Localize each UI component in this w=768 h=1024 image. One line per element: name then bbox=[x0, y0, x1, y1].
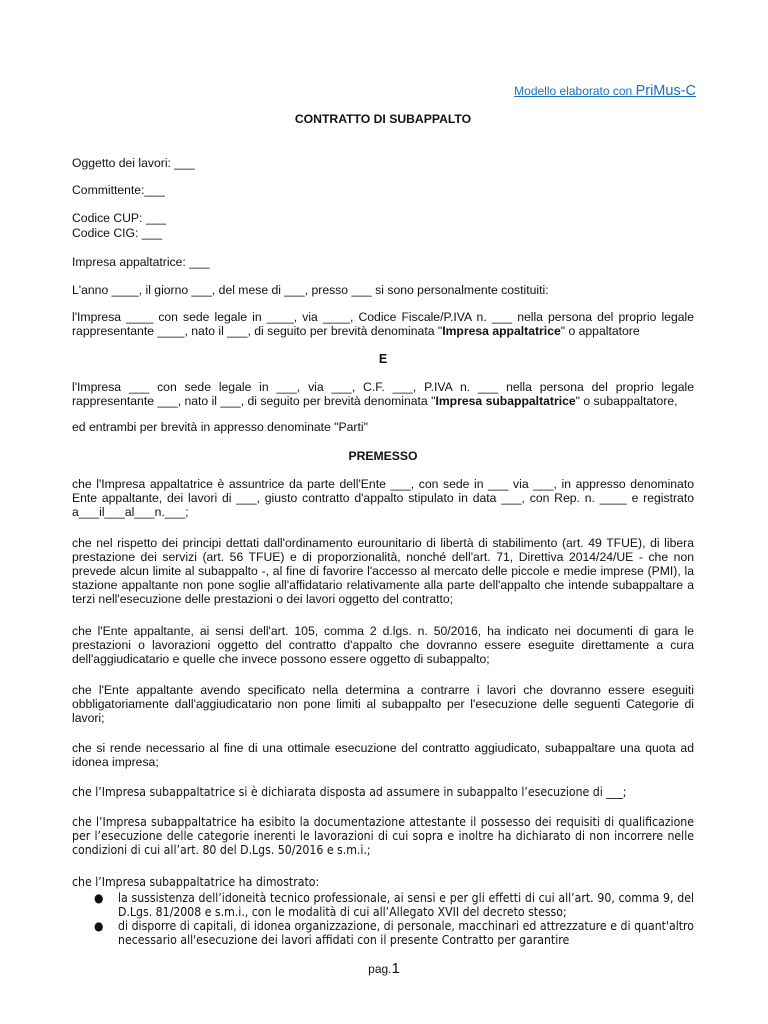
heading-premesso: PREMESSO bbox=[348, 449, 418, 463]
field-appaltatrice: Impresa appaltatrice: ___ bbox=[72, 255, 210, 269]
list-item-text: la sussistenza dell’idoneità tecnico professionale, ai sensi e per gli effetti di cui all’art. 90, comma 9, del D.Lgs. 81/2008 e s.m.i., con le modalità di cui all’Allegato XVII del decreto stesso; bbox=[118, 891, 694, 919]
bullet-icon: ● bbox=[94, 891, 104, 905]
field-committente: Committente:___ bbox=[72, 183, 165, 197]
page-number-value: 1 bbox=[391, 960, 400, 977]
heading-e: E bbox=[378, 352, 388, 366]
party2-text-a: l'Impresa ___ con sede legale in ___, via ___, C.F. ___, P.IVA n. ___ nella persona del proprio legale rappresentante ___, nato il ___, di seguito per brevità denominata " bbox=[72, 380, 694, 408]
paragraph-premessa-6: che l’Impresa subappaltatrice si è dichiarata disposta ad assumere in subappalto l’esecuzione di ___; bbox=[72, 785, 627, 799]
paragraph-premessa-3: che l'Ente appaltante, ai sensi dell'art. 105, comma 2 d.lgs. n. 50/2016, ha indicato nei documenti di gara le prestazioni o lavorazioni oggetto del contratto d'appalto che dovranno essere eseguite direttamente a cura dell'aggiudicatario e quelle che invece possono essere oggetto di subappalto; bbox=[72, 624, 694, 666]
list-item bbox=[72, 891, 694, 919]
party1-text-b: " o appaltatore bbox=[560, 324, 640, 338]
paragraph-anno: L'anno ____, il giorno ___, del mese di ___, presso ___ si sono personalmente costituiti: bbox=[72, 283, 549, 297]
paragraph-premessa-5: che si rende necessario al fine di una ottimale esecuzione del contratto aggiudicato, subappaltare una quota ad idonea impresa; bbox=[72, 741, 694, 769]
paragraph-premessa-7: che l’Impresa subappaltatrice ha esibito la documentazione attestante il possesso dei requisiti di qualificazione per l’esecuzione delle categorie inerenti le lavorazioni di cui sopra e inoltre ha dichiarato di non incorrere nelle condizioni di cui all’art. 80 del D.Lgs. 50/2016 e s.m.i.; bbox=[72, 815, 694, 857]
paragraph-premessa-8: che l’Impresa subappaltatrice ha dimostrato: bbox=[72, 875, 320, 889]
party1-text-a: l'Impresa ____ con sede legale in ____, via ____, Codice Fiscale/P.IVA n. ___ nella persona del proprio legale rappresentante ____, nato il ___, di seguito per brevità denominata " bbox=[72, 310, 694, 338]
page-number bbox=[0, 962, 768, 976]
field-cig: Codice CIG: ___ bbox=[72, 226, 163, 240]
party2-text-b: " o subappaltatore, bbox=[575, 394, 678, 408]
paragraph-premessa-1: che l'Impresa appaltatrice è assuntrice da parte dell'Ente ___, con sede in ___ via ___, in appresso denominato Ente appaltante, dei lavori di ___, giusto contratto d'appalto stipulato in data ___, con Rep. n. ____ e registrato a___il___al___n.___; bbox=[72, 477, 694, 519]
paragraph-party1 bbox=[72, 310, 694, 338]
list-item bbox=[72, 919, 694, 947]
paragraph-premessa-2: che nel rispetto dei principi dettati dall'ordinamento eurounitario di libertà di stabilimento (art. 49 TFUE), di libera prestazione dei servizi (art. 56 TFUE) e di proporzionalità, nonché dell'art. 71, Direttiva 2014/24/UE - che non prevede alcun limite al subappalto -, al fine di favorire l'accesso al mercato delle piccole e medie imprese (PMI), la stazione appaltante non pone soglie all'affidatario relativamente alla parte dell'appalto che intende subappaltare a terzi nell'esecuzione delle prestazioni o dei lavori oggetto del contratto; bbox=[72, 536, 694, 606]
field-oggetto: Oggetto dei lavori: ___ bbox=[72, 156, 195, 170]
paragraph-parti: ed entrambi per brevità in appresso denominate "Parti" bbox=[72, 420, 368, 434]
bullet-icon: ● bbox=[94, 919, 104, 933]
field-cup: Codice CUP: ___ bbox=[72, 211, 167, 225]
party1-bold: Impresa appaltatrice bbox=[442, 324, 561, 338]
page-number-prefix: pag. bbox=[368, 962, 392, 976]
header-link-prefix: Modello elaborato con bbox=[514, 84, 636, 98]
header-link-brand: PriMus-C bbox=[635, 83, 696, 99]
paragraph-premessa-4: che l'Ente appaltante avendo specificato nella determina a contrarre i lavori che dovranno essere eseguiti obbligatoriamente dall'aggiudicatario non pone limiti al subappalto per l'esecuzione delle seguenti Categorie di lavori; bbox=[72, 683, 694, 725]
requirements-list bbox=[72, 891, 694, 947]
primus-header-link[interactable] bbox=[514, 84, 696, 98]
party2-bold: Impresa subappaltatrice bbox=[435, 394, 576, 408]
document-title: CONTRATTO DI SUBAPPALTO bbox=[294, 112, 472, 126]
paragraph-party2 bbox=[72, 380, 694, 408]
list-item-text: di disporre di capitali, di idonea organizzazione, di personale, macchinari ed attrezzature e di quant'altro necessario all'esecuzione dei lavori affidati con il presente Contratto per garantire bbox=[118, 919, 694, 947]
